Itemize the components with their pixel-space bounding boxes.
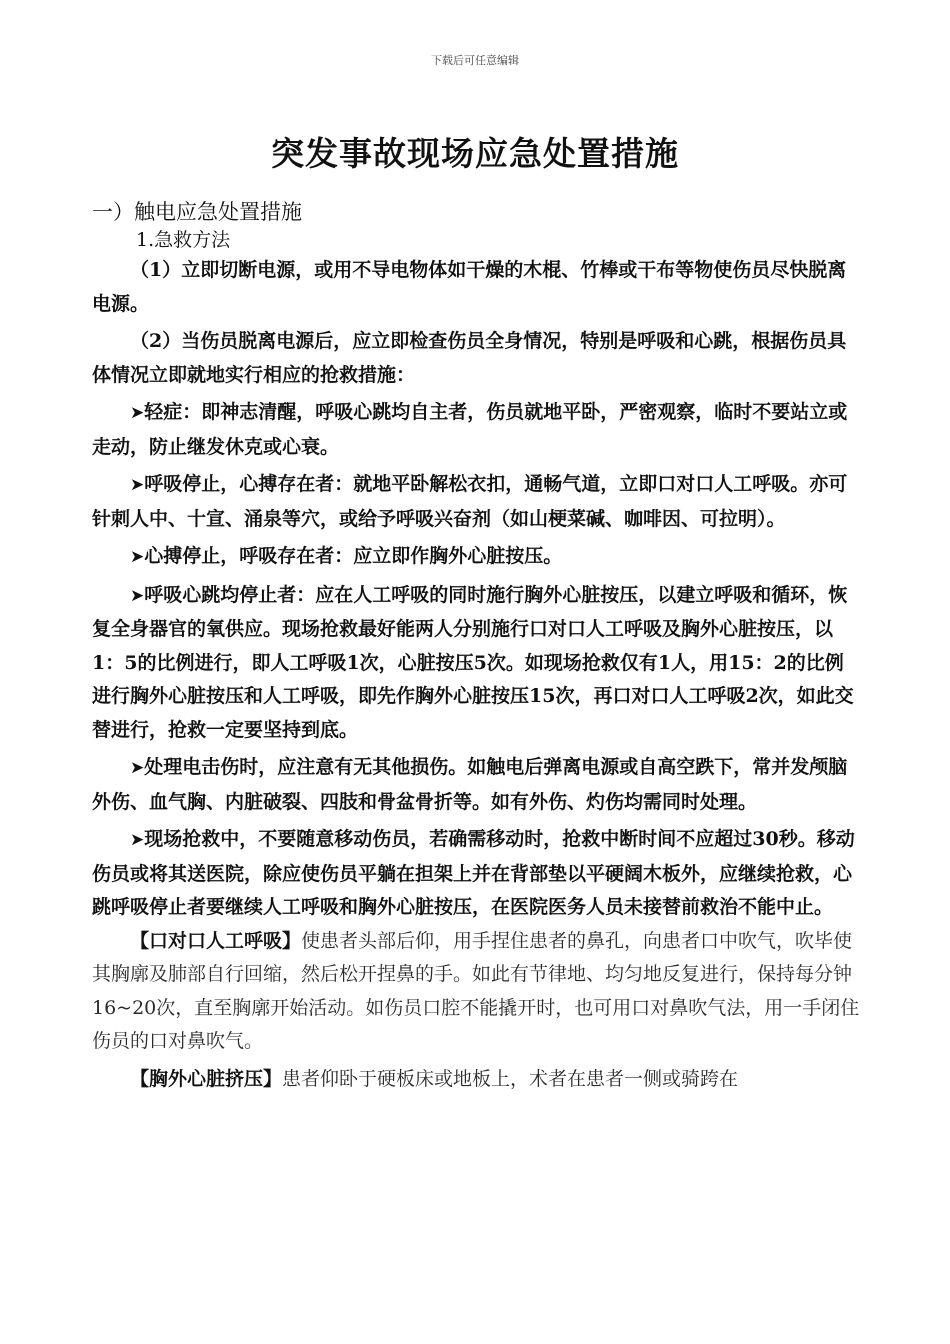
paragraph-step-1: （1）立即切断电源，或用不导电物体如干燥的木棍、竹棒或干布等物使伤员尽快脱离电源。 (92, 259, 847, 315)
bullet-other-injuries (92, 751, 862, 819)
paragraph-step-2: （2）当伤员脱离电源后，应立即检查伤员全身情况，特别是呼吸和心跳，根据伤员具体情况立即就地实行相应的抢救措施： (92, 330, 847, 386)
term-text: 患者仰卧于硬板床或地板上，术者在患者一侧或骑跨在 (282, 1067, 739, 1090)
bullet-text: 心搏停止，呼吸存在者：应立即作胸外心脏按压。 (144, 545, 563, 567)
bullet-both-stopped (92, 579, 862, 748)
term-label: 【胸外心脏挤压】 (130, 1067, 283, 1090)
document-title: 突发事故现场应急处置措施 (271, 134, 679, 173)
bullet-breathing-stopped (92, 468, 862, 536)
subsection-heading: 1.急救方法 (136, 229, 231, 251)
bullet-heart-stopped (92, 540, 862, 575)
section-heading: 一）触电应急处置措施 (92, 200, 302, 224)
arrow-bullet-icon: ➤ (130, 547, 145, 567)
term-label: 【口对口人工呼吸】 (130, 929, 302, 952)
arrow-bullet-icon: ➤ (130, 758, 145, 778)
bullet-text: 现场抢救中，不要随意移动伤员，若确需移动时，抢救中断时间不应超过30秒。移动伤员或将其送医院，除应使伤员平躺在担架上并在背部垫以平硬阔木板外，应继续抢救，心跳呼吸停止者要继续人工呼吸和胸外心脏按压，在医院医务人员未接替前救治不能中止。 (92, 828, 855, 918)
bullet-text: 轻症：即神志清醒，呼吸心跳均自主者，伤员就地平卧，严密观察，临时不要站立或走动，防止继发休克或心衰。 (92, 401, 848, 458)
bullet-text: 处理电击伤时，应注意有无其他损伤。如触电后弹离电源或自高空跌下，常并发颅脑外伤、血气胸、内脏破裂、四肢和骨盆骨折等。如有外伤、灼伤均需同时处理。 (92, 756, 848, 813)
paragraph-mouth-to-mouth (92, 925, 862, 1059)
document-body (92, 198, 862, 1096)
arrow-bullet-icon: ➤ (130, 830, 145, 850)
arrow-bullet-icon: ➤ (130, 475, 145, 495)
bullet-text: 呼吸心跳均停止者：应在人工呼吸的同时施行胸外心脏按压，以建立呼吸和循环，恢复全身器官的氧供应。现场抢救最好能两人分别施行口对口人工呼吸及胸外心脏按压，以1：5的比例进行，即人工呼吸1次，心脏按压5次。如现场抢救仅有1人，用15：2的比例进行胸外心脏按压和人工呼吸，即先作胸外心脏按压15次，再口对口人工呼吸2次，如此交替进行，抢救一定要坚持到底。 (92, 583, 854, 741)
bullet-text: 呼吸停止，心搏存在者：就地平卧解松衣扣，通畅气道，立即口对口人工呼吸。亦可针刺人中、十宣、涌泉等穴，或给予呼吸兴奋剂（如山梗菜碱、咖啡因、可拉明）。 (92, 473, 848, 530)
bullet-mild (92, 396, 862, 464)
term-text: 使患者头部后仰，用手捏住患者的鼻孔，向患者口中吹气，吹毕使其胸廓及肺部自行回缩，然后松开捏鼻的手。如此有节律地、均匀地反复进行，保持每分钟16~20次，直至胸廓开始活动。如伤员口腔不能撬开时，也可用口对鼻吹气法，用一手闭住伤员的口对鼻吹气。 (92, 929, 860, 1052)
bullet-moving-patient (92, 823, 862, 925)
arrow-bullet-icon: ➤ (130, 403, 145, 423)
paragraph-chest-compression (92, 1063, 862, 1097)
header-note: 下载后可任意编辑 (431, 54, 519, 67)
arrow-bullet-icon: ➤ (130, 585, 145, 606)
